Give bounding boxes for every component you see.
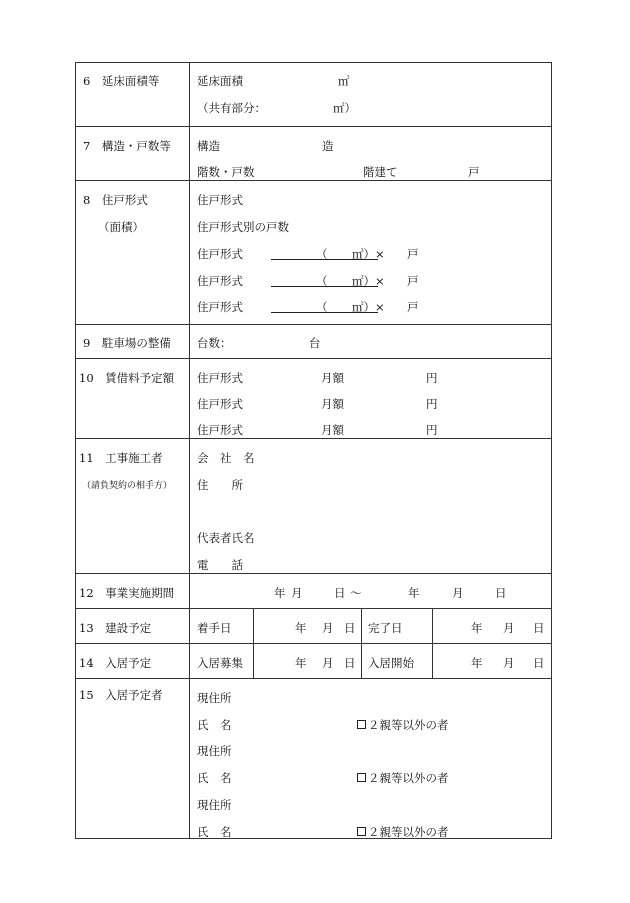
row-11-sublabel: （請負契約の相手方） [82,481,173,491]
floors-units-label: 階数・戸数 [197,165,255,179]
row-divider [76,180,551,181]
rent-type: 住戸形式 [197,423,243,437]
recruitment-label: 入居募集 [197,656,243,670]
construction-end-year: 年 [471,621,483,635]
period-year-start: 年 [274,586,286,600]
row-divider [76,573,551,574]
rent-type: 住戸形式 [197,371,243,385]
dwelling-line-open: （ [316,247,328,261]
row-6-label: 6 延床面積等 [83,74,160,88]
dwelling-line-open: （ [316,300,328,314]
floors-suffix: 階建て [363,165,398,179]
application-form-table [75,62,552,839]
dwelling-line-label: 住戸形式 [197,274,243,288]
period-wave: ～ [350,586,362,600]
row-12-label: 12 事業実施期間 [79,586,175,600]
shared-area-unit: ㎡） [333,101,356,115]
rent-monthly: 月額 [321,371,344,385]
period-month-end: 月 [452,586,464,600]
row-8-label: 8 住戸形式 [83,193,148,207]
shared-area-label: （共有部分： [197,101,266,115]
relative-checkbox-label: ２親等以外の者 [368,718,449,732]
row-14-label: 14 入居予定 [79,656,152,670]
rent-yen: 円 [426,423,438,437]
floor-area-label: 延床面積 [197,74,243,88]
move-in-year: 年 [471,656,483,670]
cell-divider [361,609,362,678]
period-month-start: 月 [291,586,303,600]
dwelling-type-label: 住戸形式 [197,193,243,207]
dwelling-line-unit: 戸 [407,274,419,288]
rent-yen: 円 [426,397,438,411]
row-divider [76,358,551,359]
row-divider [76,643,551,644]
row-9-label: 9 駐車場の整備 [83,336,171,350]
move-in-label: 入居開始 [368,656,414,670]
construction-start-label: 着手日 [197,621,232,635]
resident-name-label: 氏 名 [197,825,232,839]
construction-start-day: 日 [344,621,356,635]
construction-start-month: 月 [322,621,334,635]
dwelling-line-unit: 戸 [407,300,419,314]
current-address-label: 現住所 [197,798,232,812]
current-address-label: 現住所 [197,691,232,705]
dwelling-line-close: ㎡）× [352,247,385,261]
label-column-divider [189,63,190,838]
row-divider [76,324,551,325]
dwelling-line-close: ㎡）× [352,300,385,314]
phone-label: 電 話 [197,558,243,572]
representative-name-label: 代表者氏名 [197,531,255,545]
period-day-end: 日 [495,586,507,600]
rent-yen: 円 [426,371,438,385]
recruitment-day: 日 [344,656,356,670]
row-10-label: 10 賃借料予定額 [79,371,175,385]
resident-name-label: 氏 名 [197,771,232,785]
row-divider [76,126,551,127]
period-day-start: 日 [334,586,346,600]
dwelling-line-open: （ [316,274,328,288]
move-in-day: 日 [533,656,545,670]
relative-checkbox[interactable] [357,827,366,836]
current-address-label: 現住所 [197,744,232,758]
rent-type: 住戸形式 [197,397,243,411]
row-11-label: 11 工事施工者 [79,451,163,465]
dwelling-line-close: ㎡）× [352,274,385,288]
row-divider [76,678,551,679]
row-7-label: 7 構造・戸数等 [83,139,171,153]
row-13-label: 13 建設予定 [79,621,152,635]
parking-count-label: 台数： [197,336,232,350]
row-divider [76,438,551,439]
structure-label: 構造 [197,139,220,153]
rent-monthly: 月額 [321,423,344,437]
cell-divider [432,609,433,678]
units-suffix: 戸 [468,165,480,179]
relative-checkbox-label: ２親等以外の者 [368,771,449,785]
relative-checkbox-label: ２親等以外の者 [368,825,449,839]
dwelling-line-unit: 戸 [407,247,419,261]
floor-area-unit: ㎡ [338,74,350,88]
period-year-end: 年 [408,586,420,600]
row-8-sublabel: （面積） [98,220,144,234]
construction-end-month: 月 [503,621,515,635]
construction-end-day: 日 [533,621,545,635]
construction-start-year: 年 [295,621,307,635]
recruitment-year: 年 [295,656,307,670]
company-name-label: 会 社 名 [197,451,255,465]
dwelling-count-label: 住戸形式別の戸数 [197,220,289,234]
dwelling-line-label: 住戸形式 [197,300,243,314]
row-divider [76,608,551,609]
company-address-label: 住 所 [197,478,243,492]
row-15-label: 15 入居予定者 [79,688,163,702]
relative-checkbox[interactable] [357,773,366,782]
parking-unit: 台 [309,336,321,350]
resident-name-label: 氏 名 [197,718,232,732]
structure-suffix: 造 [322,139,334,153]
move-in-month: 月 [503,656,515,670]
construction-end-label: 完了日 [368,621,403,635]
dwelling-line-label: 住戸形式 [197,247,243,261]
rent-monthly: 月額 [321,397,344,411]
relative-checkbox[interactable] [357,720,366,729]
cell-divider [253,609,254,678]
recruitment-month: 月 [322,656,334,670]
